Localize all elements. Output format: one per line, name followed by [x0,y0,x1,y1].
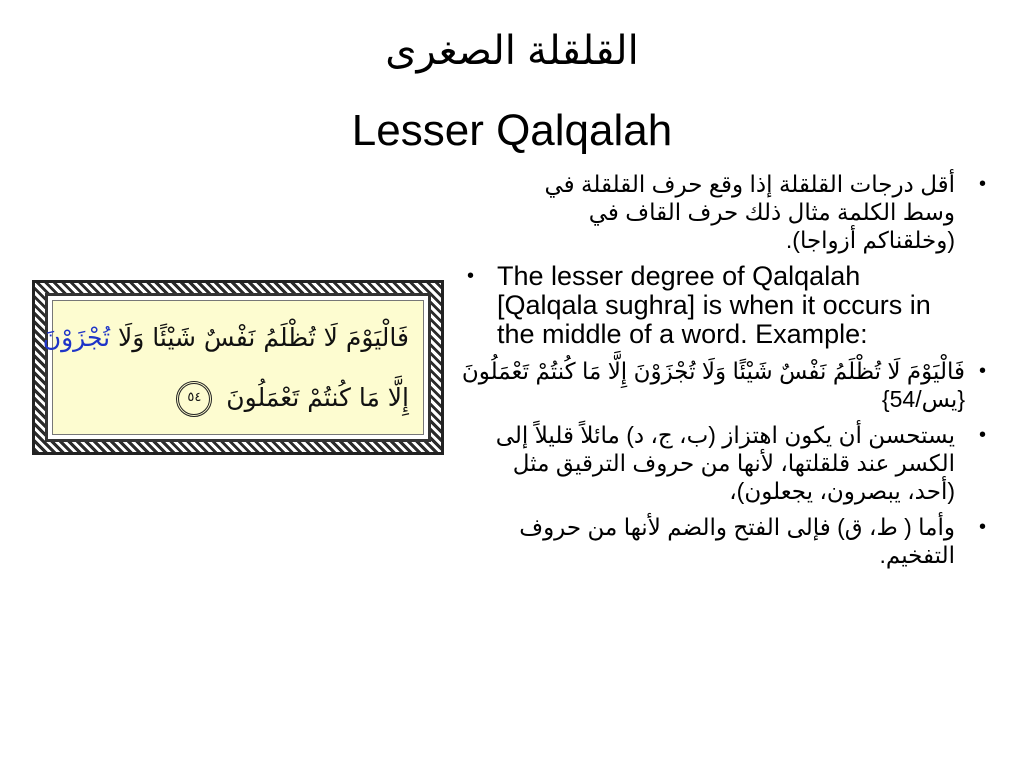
verse-line-2 [176,381,409,417]
bullet-dot: • [978,173,986,195]
bullet-item [500,170,1010,254]
slide-title-arabic: القلقلة الصغرى [385,29,639,73]
bullet-dot: • [978,360,986,382]
bullet-item [500,513,1010,569]
verse-text-start: فَالْيَوْمَ لَا تُظْلَمُ نَفْسٌ شَيْئًا وَلَا [118,323,409,352]
bullet-text: وأما ( ط، ق) فإلى الفتح والضم لأنها من حروف التفخيم. [519,514,955,568]
bullet-item [455,357,1010,413]
verse-text-end: إِلَّا مَا كُنتُمْ تَعْمَلُونَ [226,383,409,412]
bullet-text: يستحسن أن يكون اهتزاز (ب، ج، د) مائلاً قليلاً إلى الكسر عند قلقلتها، لأنها من حروف الترقيق مثل (أحد، يبصرون، يجعلون)، [495,422,955,504]
verse-line-1 [43,323,409,352]
highlighted-word: تُجْزَوْنَ [42,323,111,352]
slide-title-english: Lesser Qalqalah [351,106,673,155]
verse-panel [42,300,424,435]
bullet-item [495,421,1010,505]
bullet-list [455,170,1010,577]
bullet-item [455,262,1010,349]
bullet-dot: • [467,265,475,287]
ayah-number-marker: ٥٤ [176,381,212,417]
bullet-text: فَالْيَوْمَ لَا تُظْلَمُ نَفْسٌ شَيْئًا وَلَا تُجْزَوْنَ إِلَّا مَا كُنتُمْ تَعْمَلُونَ {يس/54} [461,358,965,412]
quran-verse-image [32,280,444,455]
bullet-text: أقل درجات القلقلة إذا وقع حرف القلقلة في وسط الكلمة مثال ذلك حرف القاف في (وخلقناكم أزواجا). [544,171,955,253]
bullet-dot: • [978,516,986,538]
bullet-dot: • [978,424,986,446]
frame-border [42,293,431,442]
bullet-text: The lesser degree of Qalqalah [Qalqala sughra] is when it occurs in the middle of a word. Example: [497,261,931,349]
